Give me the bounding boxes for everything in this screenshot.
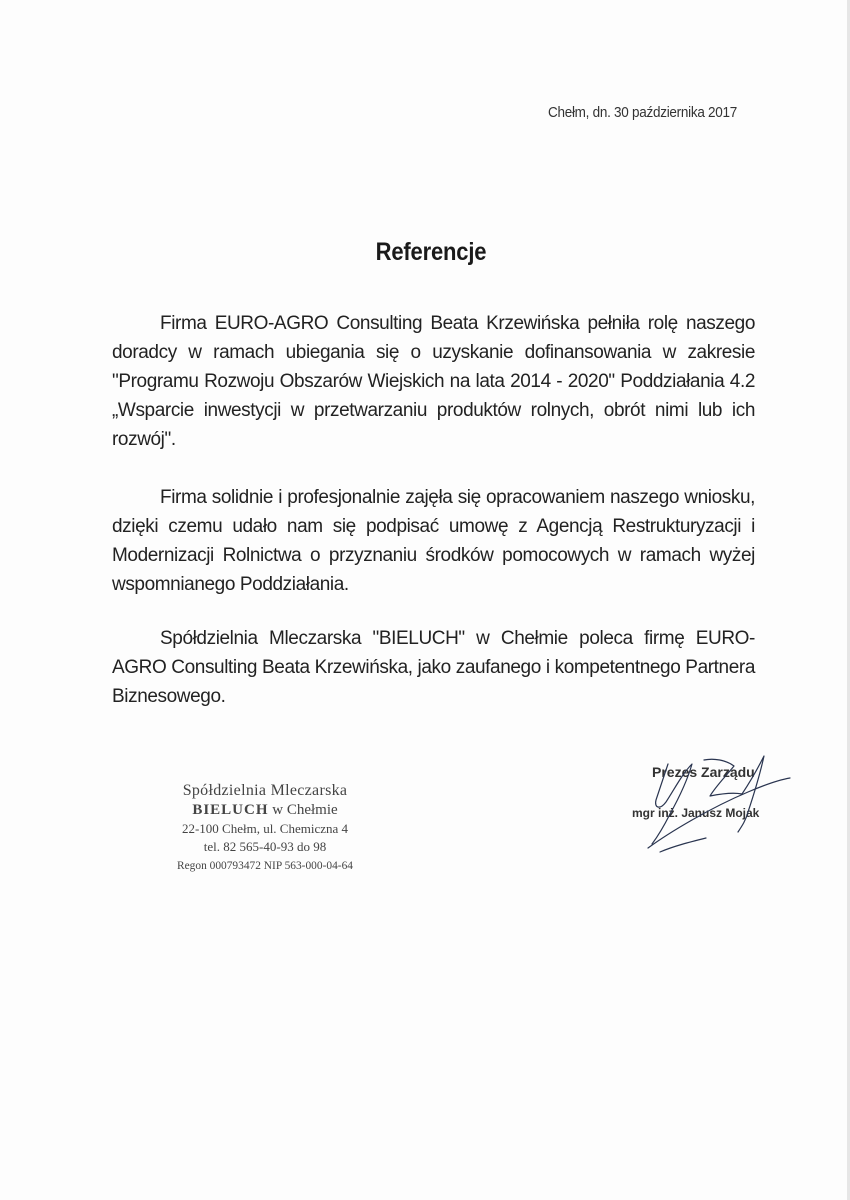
letter-title: Referencje — [375, 238, 487, 266]
company-stamp — [145, 780, 385, 874]
signature-stamp — [630, 752, 800, 862]
paragraph-2 — [112, 483, 755, 599]
stamp-phone: tel. 82 565-40-93 do 98 — [203, 839, 327, 854]
stamp-regon-nip: Regon 000793472 NIP 563-000-04-64 — [177, 858, 353, 872]
paragraph-3-text: Spółdzielnia Mleczarska "BIELUCH" w Chełmie poleca firmę EURO-AGRO Consulting Beata Krzewińska, jako zaufanego i kompetentnego Partnera Biznesowego. — [112, 628, 755, 707]
stamp-address: 22-100 Chełm, ul. Chemiczna 4 — [181, 821, 349, 836]
handwritten-signature — [630, 752, 800, 862]
stamp-company-city: w Chełmie — [268, 802, 338, 818]
paragraph-1 — [112, 309, 755, 454]
signature-stamp-title: Prezes Zarządu — [652, 764, 755, 780]
paragraph-3 — [112, 624, 755, 711]
paragraph-1-text: Firma EURO-AGRO Consulting Beata Krzewińska pełniła rolę naszego doradcy w ramach ubiegania się o uzyskanie dofinansowania w zakresie "Programu Rozwoju Obszarów Wiejskich na lata 2014 - 2020" Poddziałania 4.2 „Wsparcie inwestycji w przetwarzaniu produktów rolnych, obrót nimi lub ich rozwój". — [112, 313, 755, 450]
stamp-line-2 — [145, 801, 385, 820]
stamp-company-name: BIELUCH — [192, 802, 269, 818]
paragraph-2-text: Firma solidnie i profesjonalnie zajęła się opracowaniem naszego wniosku, dzięki czemu udało nam się podpisać umowę z Agencją Restrukturyzacji i Modernizacji Rolnictwa o przyznaniu środków pomocowych w ramach wyżej wspomnianego Poddziałania. — [112, 487, 755, 595]
stamp-line-1: Spółdzielnia Mleczarska — [182, 782, 348, 799]
signature-stamp-name: mgr inż. Janusz Mojak — [632, 806, 760, 820]
place-date: Chełm, dn. 30 października 2017 — [547, 104, 737, 121]
